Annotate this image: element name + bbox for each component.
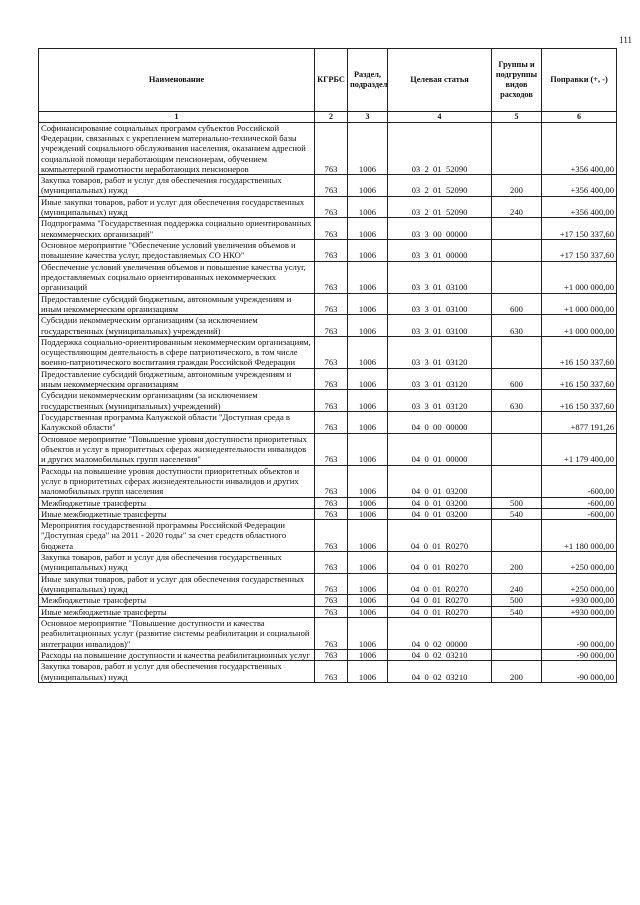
row-group [492, 336, 542, 368]
row-kgrbs: 763 [315, 293, 348, 315]
row-section: 1006 [348, 617, 388, 649]
row-section: 1006 [348, 175, 388, 197]
row-article: 04 0 01 00000 [388, 433, 492, 465]
row-amount: +1 179 400,00 [542, 433, 617, 465]
row-kgrbs: 763 [315, 412, 348, 434]
header-groups: Группы и подгруппы видов расходов [492, 49, 542, 112]
row-section: 1006 [348, 315, 388, 337]
budget-table [38, 48, 617, 683]
row-group: 200 [492, 661, 542, 683]
row-section: 1006 [348, 465, 388, 497]
row-amount: +930 000,00 [542, 606, 617, 617]
row-article: 03 2 01 52090 [388, 175, 492, 197]
row-kgrbs: 763 [315, 433, 348, 465]
table-row [39, 573, 617, 595]
row-group: 600 [492, 293, 542, 315]
row-name: Субсидии некоммерческим организациям (за исключением государственных (муниципальных) учреждений) [39, 390, 315, 412]
row-name: Поддержка социально-ориентированным некоммерческим организациям, осуществляющим деятельность в сфере патриотического, в том числе военно-патриотического воспитания граждан Российской Федерации [39, 336, 315, 368]
row-group: 540 [492, 508, 542, 519]
row-name: Субсидии некоммерческим организациям (за исключением государственных (муниципальных) учреждений) [39, 315, 315, 337]
row-article: 04 0 01 R0270 [388, 520, 492, 552]
row-kgrbs: 763 [315, 508, 348, 519]
table-row [39, 196, 617, 218]
table-row [39, 465, 617, 497]
row-amount: +877 191,26 [542, 412, 617, 434]
row-name: Расходы на повышение уровня доступности приоритетных объектов и услуг в приоритетных сферах жизнедеятельности инвалидов и других маломобильных групп населения [39, 465, 315, 497]
row-article: 03 3 01 03120 [388, 336, 492, 368]
row-kgrbs: 763 [315, 520, 348, 552]
row-article: 04 0 01 03200 [388, 465, 492, 497]
table-row [39, 390, 617, 412]
row-section: 1006 [348, 433, 388, 465]
row-kgrbs: 763 [315, 595, 348, 606]
table-row [39, 595, 617, 606]
row-amount: +1 000 000,00 [542, 315, 617, 337]
row-kgrbs: 763 [315, 649, 348, 660]
row-name: Расходы на повышение доступности и качества реабилитационных услуг [39, 649, 315, 660]
row-group: 540 [492, 606, 542, 617]
row-group: 630 [492, 315, 542, 337]
row-group [492, 261, 542, 293]
row-kgrbs: 763 [315, 552, 348, 574]
column-number: 6 [542, 112, 617, 123]
row-amount: -600,00 [542, 497, 617, 508]
row-group [492, 218, 542, 240]
row-group: 200 [492, 175, 542, 197]
column-number: 2 [315, 112, 348, 123]
table-row [39, 649, 617, 660]
row-article: 03 3 01 00000 [388, 240, 492, 262]
row-group [492, 520, 542, 552]
column-number: 1 [39, 112, 315, 123]
row-article: 03 3 01 03120 [388, 368, 492, 390]
row-group [492, 412, 542, 434]
row-article: 04 0 01 R0270 [388, 552, 492, 574]
row-amount: -90 000,00 [542, 649, 617, 660]
row-kgrbs: 763 [315, 606, 348, 617]
row-name: Государственная программа Калужской области "Доступная среда в Калужской области" [39, 412, 315, 434]
header-article: Целевая статья [388, 49, 492, 112]
row-section: 1006 [348, 293, 388, 315]
row-group: 500 [492, 497, 542, 508]
row-amount: +1 000 000,00 [542, 293, 617, 315]
row-section: 1006 [348, 508, 388, 519]
table-row [39, 617, 617, 649]
row-kgrbs: 763 [315, 315, 348, 337]
row-amount: +930 000,00 [542, 595, 617, 606]
row-amount: +356 400,00 [542, 122, 617, 175]
row-kgrbs: 763 [315, 465, 348, 497]
row-name: Основное мероприятие "Повышение доступности и качества реабилитационных услуг (развитие системы реабилитации и социальной интеграции инвалидов)" [39, 617, 315, 649]
row-amount: +16 150 337,60 [542, 336, 617, 368]
row-section: 1006 [348, 261, 388, 293]
table-row [39, 552, 617, 574]
table-row [39, 520, 617, 552]
table-row [39, 497, 617, 508]
row-amount: +1 180 000,00 [542, 520, 617, 552]
table-row [39, 218, 617, 240]
row-name: Иные межбюджетные трансферты [39, 508, 315, 519]
row-section: 1006 [348, 336, 388, 368]
row-article: 04 0 02 03210 [388, 649, 492, 660]
row-name: Межбюджетные трансферты [39, 497, 315, 508]
row-article: 04 0 02 03210 [388, 661, 492, 683]
row-name: Основное мероприятие "Обеспечение условий увеличения объемов и повышение качества услуг, предоставляемых СО НКО" [39, 240, 315, 262]
row-article: 03 2 01 52090 [388, 196, 492, 218]
row-article: 03 3 01 03100 [388, 315, 492, 337]
row-article: 03 3 01 03120 [388, 390, 492, 412]
row-article: 04 0 01 03200 [388, 508, 492, 519]
row-kgrbs: 763 [315, 573, 348, 595]
row-article: 04 0 01 R0270 [388, 595, 492, 606]
table-row [39, 261, 617, 293]
row-section: 1006 [348, 196, 388, 218]
table-row [39, 175, 617, 197]
table-row [39, 336, 617, 368]
row-name: Межбюджетные трансферты [39, 595, 315, 606]
row-amount: +17 150 337,60 [542, 240, 617, 262]
row-article: 03 3 01 03100 [388, 261, 492, 293]
row-kgrbs: 763 [315, 390, 348, 412]
table-row [39, 122, 617, 175]
row-kgrbs: 763 [315, 661, 348, 683]
table-row [39, 508, 617, 519]
row-kgrbs: 763 [315, 196, 348, 218]
row-amount: +250 000,00 [542, 573, 617, 595]
column-number: 3 [348, 112, 388, 123]
row-section: 1006 [348, 661, 388, 683]
table-row [39, 412, 617, 434]
row-section: 1006 [348, 122, 388, 175]
row-group [492, 240, 542, 262]
column-number: 5 [492, 112, 542, 123]
row-article: 04 0 01 03200 [388, 497, 492, 508]
row-name: Софинансирование социальных программ субъектов Российской Федерации, связанных с укреплением материально-технической базы учреждений социального обслуживания населения, оказанием адресной социальной помощи неработающим пенсионерам, обучением компьютерной грамотности неработающих пенсионеров [39, 122, 315, 175]
row-amount: +16 150 337,60 [542, 390, 617, 412]
row-kgrbs: 763 [315, 240, 348, 262]
row-section: 1006 [348, 390, 388, 412]
row-group [492, 433, 542, 465]
row-section: 1006 [348, 240, 388, 262]
row-group: 500 [492, 595, 542, 606]
page-number: 111 [619, 35, 632, 45]
row-section: 1006 [348, 552, 388, 574]
row-amount: -600,00 [542, 465, 617, 497]
row-article: 04 0 01 R0270 [388, 606, 492, 617]
row-kgrbs: 763 [315, 336, 348, 368]
row-article: 03 2 01 52090 [388, 122, 492, 175]
row-name: Основное мероприятие "Повышение уровня доступности приоритетных объектов и услуг в приоритетных сферах жизнедеятельности инвалидов и других маломобильных групп населения" [39, 433, 315, 465]
row-article: 04 0 01 R0270 [388, 573, 492, 595]
header-kgrbs: КГРБС [315, 49, 348, 112]
row-article: 04 0 02 00000 [388, 617, 492, 649]
row-amount: +17 150 337,60 [542, 218, 617, 240]
row-kgrbs: 763 [315, 175, 348, 197]
row-section: 1006 [348, 649, 388, 660]
row-kgrbs: 763 [315, 617, 348, 649]
row-article: 03 3 00 00000 [388, 218, 492, 240]
row-amount: +356 400,00 [542, 196, 617, 218]
row-kgrbs: 763 [315, 497, 348, 508]
row-name: Иные закупки товаров, работ и услуг для обеспечения государственных (муниципальных) нужд [39, 573, 315, 595]
row-section: 1006 [348, 520, 388, 552]
row-name: Предоставление субсидий бюджетным, автономным учреждениям и иным некоммерческим организациям [39, 293, 315, 315]
table-row [39, 293, 617, 315]
table-row [39, 606, 617, 617]
row-group [492, 649, 542, 660]
table-row [39, 240, 617, 262]
row-amount: -90 000,00 [542, 661, 617, 683]
column-number: 4 [388, 112, 492, 123]
row-kgrbs: 763 [315, 122, 348, 175]
row-group [492, 122, 542, 175]
row-group [492, 617, 542, 649]
row-name: Предоставление субсидий бюджетным, автономным учреждениям и иным некоммерческим организациям [39, 368, 315, 390]
row-amount: +1 000 000,00 [542, 261, 617, 293]
row-amount: +356 400,00 [542, 175, 617, 197]
header-section: Раздел, подраздел [348, 49, 388, 112]
row-amount: -600,00 [542, 508, 617, 519]
row-section: 1006 [348, 573, 388, 595]
row-section: 1006 [348, 595, 388, 606]
row-name: Закупка товаров, работ и услуг для обеспечения государственных (муниципальных) нужд [39, 552, 315, 574]
row-group: 240 [492, 196, 542, 218]
row-article: 04 0 00 00000 [388, 412, 492, 434]
row-name: Мероприятия государственной программы Российской Федерации "Доступная среда" на 2011 - 2020 годы" за счет средств областного бюджета [39, 520, 315, 552]
table-row [39, 368, 617, 390]
row-kgrbs: 763 [315, 261, 348, 293]
row-amount: +16 150 337,60 [542, 368, 617, 390]
row-amount: +250 000,00 [542, 552, 617, 574]
row-group: 600 [492, 368, 542, 390]
row-name: Закупка товаров, работ и услуг для обеспечения государственных (муниципальных) нужд [39, 175, 315, 197]
header-changes: Поправки (+, -) [542, 49, 617, 112]
row-name: Закупка товаров, работ и услуг для обеспечения государственных (муниципальных) нужд [39, 661, 315, 683]
row-amount: -90 000,00 [542, 617, 617, 649]
row-group [492, 465, 542, 497]
table-row [39, 315, 617, 337]
row-section: 1006 [348, 606, 388, 617]
row-article: 03 3 01 03100 [388, 293, 492, 315]
table-row [39, 661, 617, 683]
row-kgrbs: 763 [315, 218, 348, 240]
row-name: Обеспечение условий увеличения объемов и повышение качества услуг, предоставляемых социально ориентированных некоммерческих организаций [39, 261, 315, 293]
row-section: 1006 [348, 368, 388, 390]
header-name: Наименование [39, 49, 315, 112]
row-section: 1006 [348, 218, 388, 240]
row-name: Подпрограмма "Государственная поддержка социально ориентированных некоммерческих организаций" [39, 218, 315, 240]
row-name: Иные закупки товаров, работ и услуг для обеспечения государственных (муниципальных) нужд [39, 196, 315, 218]
row-name: Иные межбюджетные трансферты [39, 606, 315, 617]
row-group: 240 [492, 573, 542, 595]
row-group: 200 [492, 552, 542, 574]
row-section: 1006 [348, 497, 388, 508]
table-row [39, 433, 617, 465]
row-kgrbs: 763 [315, 368, 348, 390]
row-group: 630 [492, 390, 542, 412]
row-section: 1006 [348, 412, 388, 434]
